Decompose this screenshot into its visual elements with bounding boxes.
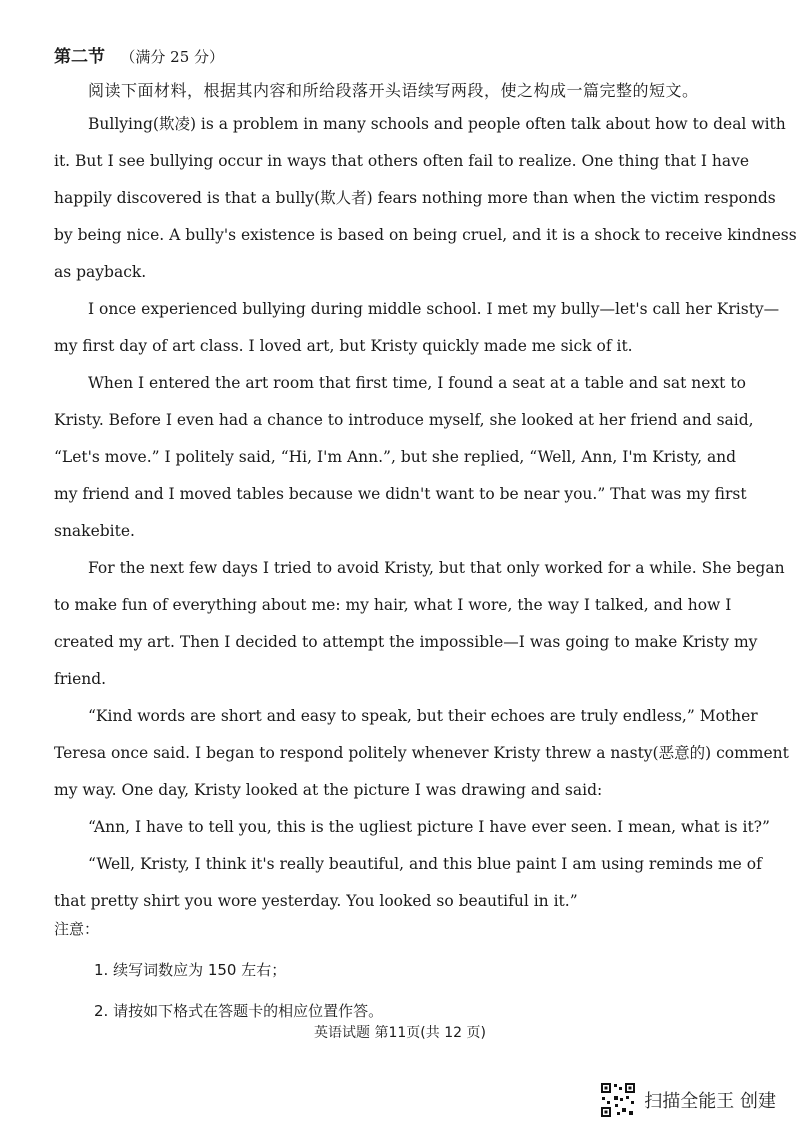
story-line: it. But I see bullying occur in ways that others often fail to realize. One thing that I have: [54, 152, 750, 170]
section-heading: [54, 42, 224, 67]
story-line: my way. One day, Kristy looked at the picture I was drawing and said:: [54, 781, 603, 799]
story-line: by being nice. A bully's existence is based on being cruel, and it is a shock to receive kindness: [54, 226, 797, 244]
story-line: When I entered the art room that first time, I found a seat at a table and sat next to: [88, 374, 746, 392]
notes-label: 注意：: [54, 920, 100, 938]
instruction-text: 阅读下面材料，根据其内容和所给段落开头语续写两段，使之构成一篇完整的短文。: [88, 81, 699, 100]
story-line: For the next few days I tried to avoid Kristy, but that only worked for a while. She began: [88, 559, 785, 577]
page-footer: 英语试题 第11页(共 12 页): [314, 1025, 486, 1041]
story-line: “Let's move.” I politely said, “Hi, I'm Ann.”, but she replied, “Well, Ann, I'm Kristy, and: [54, 448, 737, 466]
scanner-watermark: [600, 1082, 776, 1118]
story-line: created my art. Then I decided to attempt the impossible—I was going to make Kristy my: [54, 633, 758, 651]
qr-code-icon: [600, 1082, 636, 1118]
story-line: to make fun of everything about me: my hair, what I wore, the way I talked, and how I: [54, 596, 732, 614]
story-line: snakebite.: [54, 522, 135, 540]
story-line: I once experienced bullying during middle school. I met my bully—let's call her Kristy—: [88, 300, 780, 318]
note-item: 2. 请按如下格式在答题卡的相应位置作答。: [94, 1002, 384, 1020]
story-line: my friend and I moved tables because we didn't want to be near you.” That was my first: [54, 485, 747, 503]
story-line: “Ann, I have to tell you, this is the ugliest picture I have ever seen. I mean, what is it?”: [88, 818, 770, 836]
story-line: friend.: [54, 670, 107, 688]
story-line: happily discovered is that a bully(欺人者) fears nothing more than when the victim responds: [54, 189, 776, 207]
story-line: “Well, Kristy, I think it's really beautiful, and this blue paint I am using reminds me of: [88, 855, 762, 873]
watermark-text: 扫描全能王 创建: [644, 1091, 776, 1112]
story-line: as payback.: [54, 263, 147, 281]
story-line: Bullying(欺凌) is a problem in many schools and people often talk about how to deal with: [88, 115, 786, 133]
notes-block: [54, 918, 383, 1021]
section-title: 第二节: [54, 47, 105, 67]
story-line: Teresa once said. I began to respond politely whenever Kristy threw a nasty(恶意的) comment: [54, 744, 789, 762]
story-line: my first day of art class. I loved art, but Kristy quickly made me sick of it.: [54, 337, 633, 355]
section-score: （满分 25 分）: [120, 48, 225, 66]
note-item: 1. 续写词数应为 150 左右；: [94, 961, 287, 979]
story-line: that pretty shirt you wore yesterday. You looked so beautiful in it.”: [54, 892, 578, 910]
story-line: “Kind words are short and easy to speak, but their echoes are truly endless,” Mother: [88, 707, 758, 725]
story-text: [54, 106, 797, 920]
story-line: Kristy. Before I even had a chance to introduce myself, she looked at her friend and said,: [54, 411, 754, 429]
